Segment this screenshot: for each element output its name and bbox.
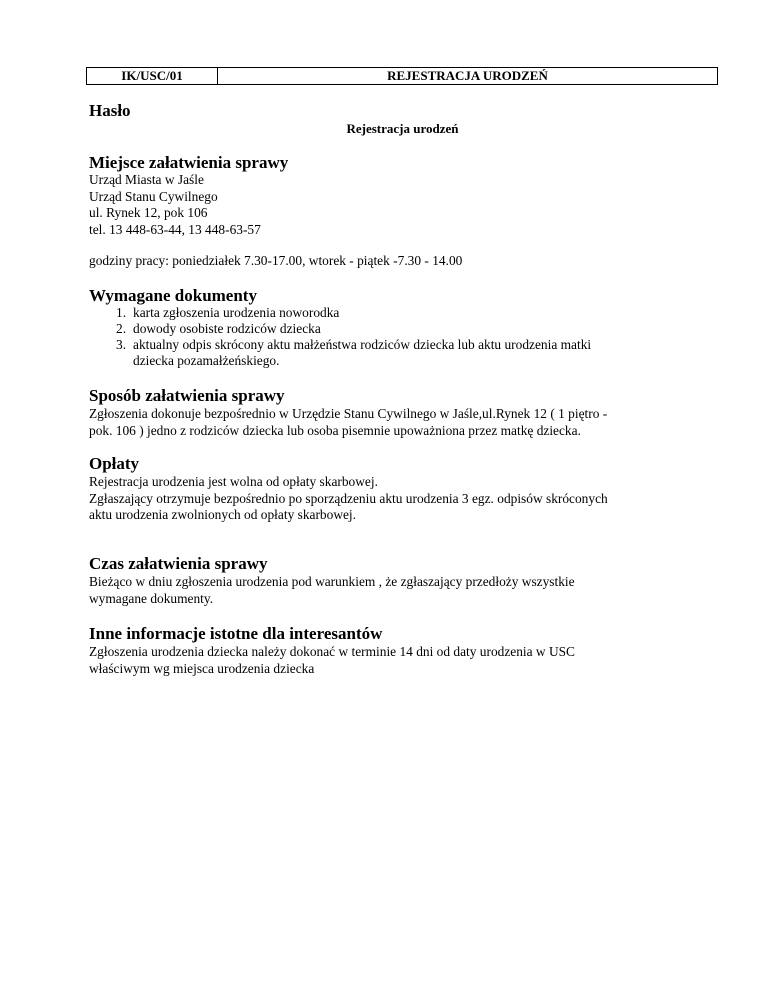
paragraph-line: Rejestracja urodzenia jest wolna od opłaty skarbowej. <box>89 474 378 489</box>
oplaty-heading: Opłaty <box>89 454 140 473</box>
haslo-value: Rejestracja urodzeń <box>346 121 459 136</box>
paragraph-line: właściwym wg miejsca urodzenia dziecka <box>89 660 315 676</box>
office-hours <box>89 253 462 270</box>
czas-text <box>89 574 575 607</box>
paragraph-line: aktu urodzenia zwolnionych od opłaty skarbowej. <box>89 507 356 522</box>
address-line: ul. Rynek 12, pok 106 <box>89 205 208 220</box>
miejsce-address <box>89 172 261 238</box>
sposob-heading: Sposób załatwienia sprawy <box>89 386 285 405</box>
address-line: Urząd Miasta w Jaśle <box>89 172 204 187</box>
phone-line: tel. 13 448-63-44, 13 448-63-57 <box>89 221 261 237</box>
address-line: Urząd Stanu Cywilnego <box>89 188 218 204</box>
miejsce-heading: Miejsce załatwienia sprawy <box>89 153 289 172</box>
header-table <box>86 67 718 85</box>
list-item <box>89 305 591 321</box>
paragraph-line: Zgłoszenia dokonuje bezpośrednio w Urzędzie Stanu Cywilnego w Jaśle,ul.Rynek 12 ( 1 piętro - <box>89 406 608 421</box>
header-code: IK/USC/01 <box>87 68 218 84</box>
czas-heading: Czas załatwienia sprawy <box>89 554 268 573</box>
list-item <box>89 337 591 369</box>
oplaty-text <box>89 474 608 524</box>
documents-list <box>89 305 591 369</box>
paragraph-line: Zgłoszenia urodzenia dziecka należy dokonać w terminie 14 dni od daty urodzenia w USC <box>89 644 575 659</box>
sposob-text <box>89 406 607 439</box>
office-hours-text: godziny pracy: poniedziałek 7.30-17.00, wtorek - piątek -7.30 - 14.00 <box>89 253 463 268</box>
paragraph-line: wymagane dokumenty. <box>89 590 214 606</box>
list-text: dowody osobiste rodziców dziecka <box>133 321 321 336</box>
list-number: 3. <box>116 337 127 352</box>
inne-heading: Inne informacje istotne dla interesantów <box>89 624 383 643</box>
haslo-heading: Hasło <box>89 101 131 120</box>
paragraph-line: Bieżąco w dniu zgłoszenia urodzenia pod warunkiem , że zgłaszający przedłoży wszystkie <box>89 574 575 589</box>
list-number: 1. <box>116 305 127 320</box>
list-number: 2. <box>116 321 127 336</box>
paragraph-line: pok. 106 ) jedno z rodziców dziecka lub osoba pisemnie upoważniona przez matkę dziecka. <box>89 422 581 438</box>
list-item <box>89 321 591 337</box>
list-text: karta zgłoszenia urodzenia noworodka <box>133 305 340 320</box>
inne-text <box>89 644 575 677</box>
list-text: dziecka pozamałżeńskiego. <box>133 353 280 368</box>
list-text: aktualny odpis skrócony aktu małżeństwa rodziców dziecka lub aktu urodzenia matki <box>133 337 592 352</box>
paragraph-line: Zgłaszający otrzymuje bezpośrednio po sporządzeniu aktu urodzenia 3 egz. odpisów skróconych <box>89 490 608 506</box>
header-title: REJESTRACJA URODZEŃ <box>387 68 548 83</box>
dokumenty-heading: Wymagane dokumenty <box>89 286 257 305</box>
